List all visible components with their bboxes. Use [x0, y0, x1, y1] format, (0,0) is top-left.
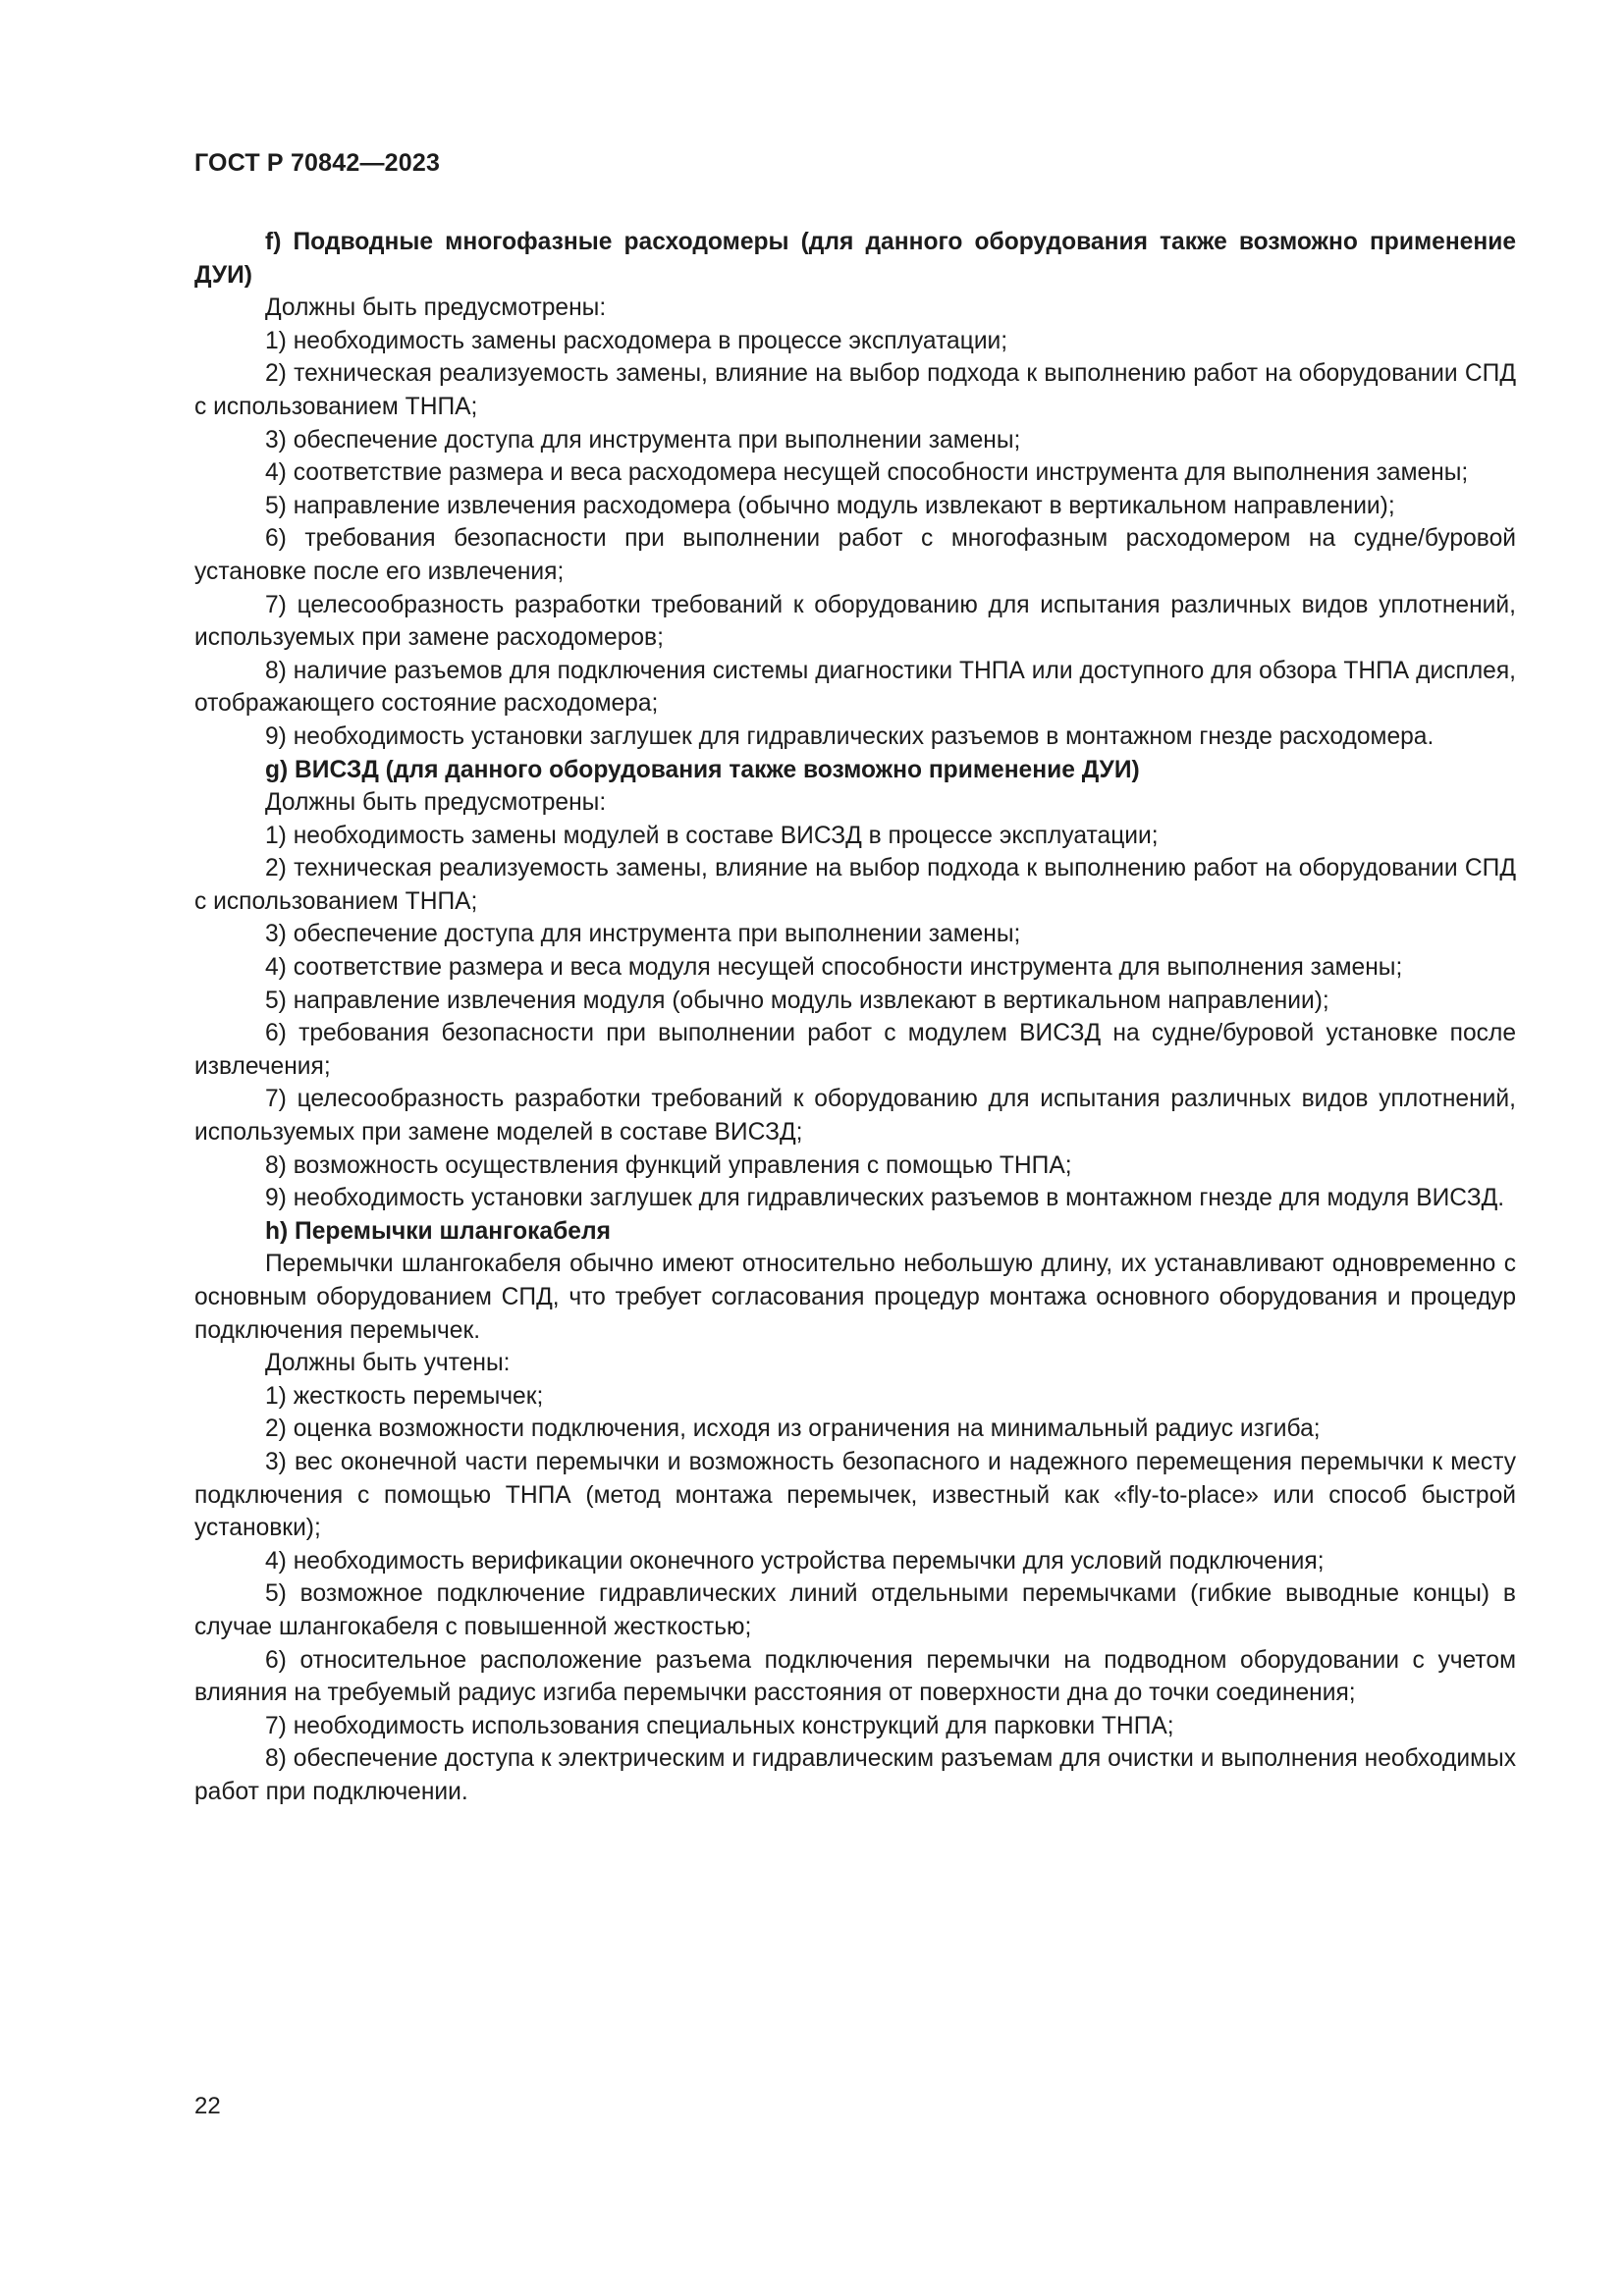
section-h	[194, 1215, 1516, 1809]
list-item: 8) наличие разъемов для подключения системы диагностики ТНПА или доступного для обзора ТНПА дисплея, отображающего состояние расходомера;	[194, 657, 1516, 718]
section-title: f) Подводные многофазные расходомеры (для данного оборудования также возможно применение ДУИ)	[194, 229, 1516, 289]
section-f	[194, 226, 1516, 754]
list-item: 5) направление извлечения модуля (обычно модуль извлекают в вертикальном направлении);	[265, 987, 1329, 1014]
list-item: 4) соответствие размера и веса модуля несущей способности инструмента для выполнения замены;	[265, 954, 1403, 982]
list-item: 7) целесообразность разработки требований к оборудованию для испытания различных видов уплотнений, используемых при замене моделей в составе ВИСЗД;	[194, 1086, 1516, 1147]
section-g	[194, 754, 1516, 1215]
list-item: 6) требования безопасности при выполнении работ с модулем ВИСЗД на судне/буровой установке после извлечения;	[194, 1020, 1516, 1080]
list-item: 7) необходимость использования специальных конструкций для парковки ТНПА;	[265, 1712, 1174, 1739]
list-item: 5) возможное подключение гидравлических линий отдельными перемычками (гибкие выводные концы) в случае шлангокабеля с повышенной жесткостью;	[194, 1580, 1516, 1640]
section-intro: Должны быть предусмотрены:	[265, 294, 607, 322]
document-body	[194, 226, 1516, 1809]
list-item: 6) требования безопасности при выполнении работ с многофазным расходомером на судне/буровой установке после его извлечения;	[194, 525, 1516, 585]
section-title: g) ВИСЗД (для данного оборудования также возможно применение ДУИ)	[265, 756, 1140, 783]
list-item: 2) оценка возможности подключения, исходя из ограничения на минимальный радиус изгиба;	[265, 1415, 1321, 1443]
section-intro: Должны быть учтены:	[265, 1350, 511, 1377]
list-item: 2) техническая реализуемость замены, влияние на выбор подхода к выполнению работ на оборудовании СПД с использованием ТНПА;	[194, 855, 1516, 915]
list-item: 3) обеспечение доступа для инструмента при выполнении замены;	[265, 921, 1021, 948]
list-item: 8) обеспечение доступа к электрическим и гидравлическим разъемам для очистки и выполнения необходимых работ при подключении.	[194, 1745, 1516, 1805]
list-item: 5) направление извлечения расходомера (обычно модуль извлекают в вертикальном направлении);	[265, 492, 1395, 519]
list-item: 8) возможность осуществления функций управления с помощью ТНПА;	[265, 1151, 1072, 1179]
page-number: 22	[194, 2093, 221, 2119]
document-header: ГОСТ Р 70842—2023	[194, 149, 441, 177]
list-item: 9) необходимость установки заглушек для гидравлических разъемов в монтажном гнезде для модуля ВИСЗД.	[265, 1185, 1505, 1212]
list-item: 1) жесткость перемычек;	[265, 1382, 544, 1410]
list-item: 4) необходимость верификации оконечного устройства перемычки для условий подключения;	[265, 1547, 1325, 1575]
section-paragraph: Перемычки шлангокабеля обычно имеют относительно небольшую длину, их устанавливают одновременно с основным оборудованием СПД, что требует согласования процедур монтажа основного оборудования и процедур подключения перемычек.	[194, 1251, 1516, 1344]
list-item: 3) вес оконечной части перемычки и возможность безопасного и надежного перемещения перемычки к месту подключения с помощью ТНПА (метод монтажа перемычек, известный как «fly-to-place» или способ быстрой установки);	[194, 1448, 1516, 1542]
list-item: 2) техническая реализуемость замены, влияние на выбор подхода к выполнению работ на оборудовании СПД с использованием ТНПА;	[194, 360, 1516, 420]
list-item: 7) целесообразность разработки требований к оборудованию для испытания различных видов уплотнений, используемых при замене расходомеров;	[194, 591, 1516, 652]
list-item: 3) обеспечение доступа для инструмента при выполнении замены;	[265, 426, 1021, 454]
list-item: 4) соответствие размера и веса расходомера несущей способности инструмента для выполнения замены;	[265, 459, 1469, 487]
list-item: 1) необходимость замены модулей в составе ВИСЗД в процессе эксплуатации;	[265, 822, 1159, 849]
list-item: 6) относительное расположение разъема подключения перемычки на подводном оборудовании с учетом влияния на требуемый радиус изгиба перемычки расстояния от поверхности дна до точки соединения;	[194, 1646, 1516, 1707]
section-title: h) Перемычки шлангокабеля	[265, 1217, 611, 1245]
list-item: 9) необходимость установки заглушек для гидравлических разъемов в монтажном гнезде расходомера.	[265, 722, 1435, 750]
section-intro: Должны быть предусмотрены:	[265, 789, 607, 817]
list-item: 1) необходимость замены расходомера в процессе эксплуатации;	[265, 327, 1008, 354]
